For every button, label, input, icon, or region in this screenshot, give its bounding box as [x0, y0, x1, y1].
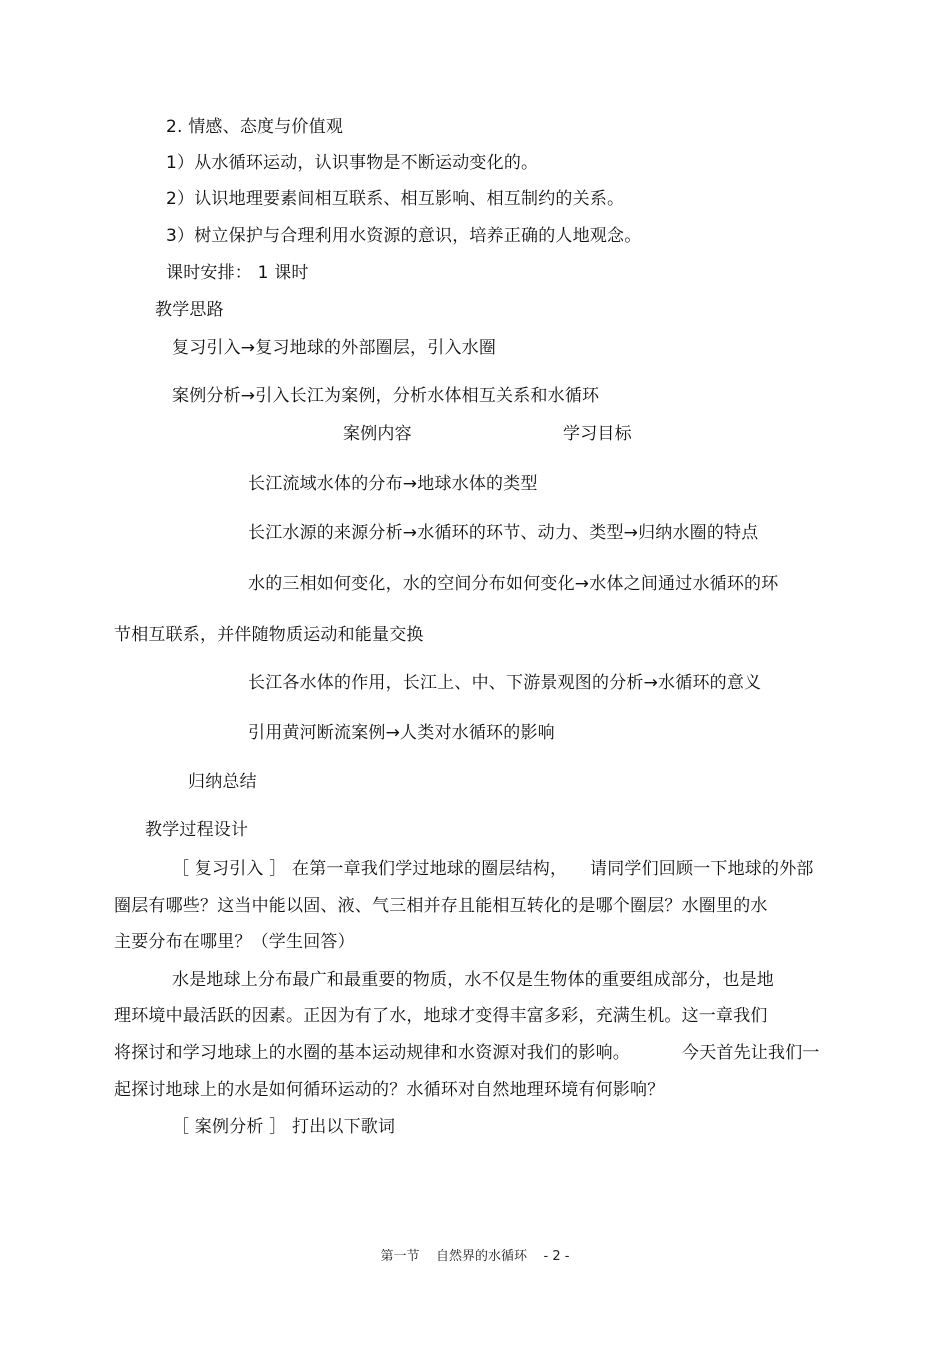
case-row: 引用黄河断流案例→人类对水循环的影响 [248, 723, 555, 743]
case-row-continuation: 节相互联系，并伴随物质运动和能量交换 [114, 625, 424, 645]
review-intro-line: 主要分布在哪里？（学生回答） [114, 932, 355, 952]
page-footer: 第一节 自然界的水循环 - 2 - [380, 1249, 570, 1264]
case-row: 长江水源的来源分析→水循环的环节、动力、类型→归纳水圈的特点 [248, 523, 759, 543]
section-heading-teaching-idea: 教学思路 [155, 300, 224, 320]
section-heading-emotion: 2. 情感、态度与价值观 [166, 117, 344, 137]
objective-item: 2）认识地理要素间相互联系、相互影响、相互制约的关系。 [166, 189, 625, 209]
class-hours: 课时安排： 1 课时 [166, 263, 309, 283]
water-paragraph-line: 将探讨和学习地球上的水圈的基本运动规律和水资源对我们的影响。 [114, 1043, 630, 1063]
review-intro-line: 请同学们回顾一下地球的外部 [590, 859, 814, 879]
idea-case-analysis-line: 案例分析→引入长江为案例，分析水体相互关系和水循环 [172, 386, 600, 406]
idea-review-line: 复习引入→复习地球的外部圈层，引入水圈 [172, 338, 497, 358]
objective-item: 3）树立保护与合理利用水资源的意识，培养正确的人地观念。 [166, 226, 642, 246]
column-header-learning-goal: 学习目标 [563, 424, 632, 444]
case-analysis-line: ［ 案例分析 ］ 打出以下歌词 [172, 1117, 396, 1137]
case-row: 水的三相如何变化，水的空间分布如何变化→水体之间通过水循环的环 [248, 574, 779, 594]
objective-item: 1）从水循环运动，认识事物是不断运动变化的。 [166, 153, 539, 173]
section-heading-process-design: 教学过程设计 [145, 820, 249, 840]
idea-summary: 归纳总结 [188, 772, 257, 792]
water-paragraph-line: 起探讨地球上的水是如何循环运动的？水循环对自然地理环境有何影响？ [114, 1080, 665, 1100]
case-row: 长江流域水体的分布→地球水体的类型 [248, 474, 538, 494]
water-paragraph-line: 今天首先让我们一 [682, 1043, 820, 1063]
water-paragraph-line: 水是地球上分布最广和最重要的物质，水不仅是生物体的重要组成部分，也是地 [172, 970, 774, 990]
review-intro-line: 圈层有哪些？这当中能以固、液、气三相并存且能相互转化的是哪个圈层？水圈里的水 [114, 896, 768, 916]
review-intro-line: ［ 复习引入 ］ 在第一章我们学过地球的圈层结构， [172, 859, 568, 879]
water-paragraph-line: 理环境中最活跃的因素。正因为有了水，地球才变得丰富多彩，充满生机。这一章我们 [114, 1006, 768, 1026]
column-header-case-content: 案例内容 [343, 424, 412, 444]
case-row: 长江各水体的作用，长江上、中、下游景观图的分析→水循环的意义 [248, 673, 762, 693]
